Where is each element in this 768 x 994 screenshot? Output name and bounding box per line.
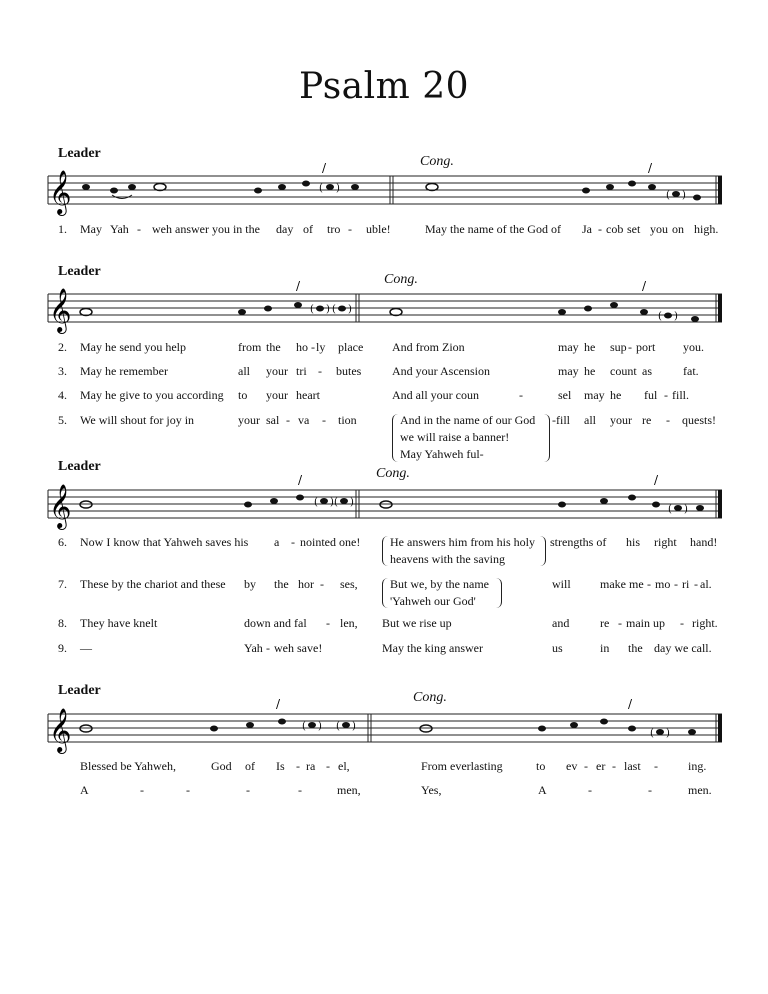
- treble-clef-icon: 𝄞: [49, 170, 72, 214]
- lyric-syllable: a: [274, 535, 280, 549]
- svg-text:(: (: [668, 504, 672, 515]
- lyric-syllable: God: [211, 759, 232, 773]
- lyric-syllable: you: [650, 222, 668, 236]
- lyric-syllable: -: [291, 535, 295, 549]
- lyric-syllable: -: [246, 783, 250, 797]
- staff-system-4: [0, 698, 768, 758]
- lyric-syllable: -: [298, 783, 302, 797]
- lyric-syllable: last: [624, 759, 641, 773]
- svg-text:): ): [336, 183, 340, 194]
- lyric-syllable: tro: [327, 222, 341, 236]
- lyric-syllable: -fill: [552, 413, 570, 427]
- lyric-syllable: -: [664, 388, 668, 402]
- bracket: [496, 578, 502, 608]
- lyric-syllable: -: [326, 759, 330, 773]
- lyric-syllable: A: [538, 783, 547, 797]
- svg-text:): ): [326, 304, 330, 315]
- lyric-syllable: -: [628, 340, 632, 354]
- svg-text:/: /: [298, 474, 303, 487]
- svg-text:/: /: [296, 279, 301, 293]
- lyric-syllable: -: [647, 577, 651, 591]
- svg-text:): ): [330, 497, 334, 508]
- svg-text:(: (: [302, 721, 306, 732]
- lyric-syllable: make me: [600, 577, 644, 591]
- lyric-syllable: fill.: [672, 388, 689, 402]
- lyric-syllable: And all your coun: [392, 388, 479, 402]
- lyric-syllable: set: [627, 222, 641, 236]
- lyric-syllable: May the name of the God of: [425, 222, 561, 236]
- lyric-syllable: mo: [655, 577, 671, 591]
- lyric-syllable: May Yahweh ful-: [400, 447, 484, 461]
- lyric-syllable: -: [666, 413, 670, 427]
- lyric-syllable: weh answer you in the: [152, 222, 260, 236]
- lyric-syllable: may: [584, 388, 605, 402]
- svg-text:): ): [682, 190, 686, 201]
- svg-text:/: /: [648, 161, 653, 175]
- lyric-syllable: He answers him from his holy: [390, 535, 535, 549]
- lyric-syllable: -: [137, 222, 141, 236]
- lyric-syllable: Yes,: [421, 783, 442, 797]
- lyric-syllable: heavens with the saving: [390, 552, 505, 566]
- lyric-syllable: 7.: [58, 577, 67, 591]
- lyric-syllable: nointed one!: [300, 535, 361, 549]
- lyric-syllable: your: [266, 388, 288, 402]
- lyric-syllable: right.: [692, 616, 718, 630]
- staff-system-3: [0, 474, 768, 534]
- lyric-syllable: Is: [276, 759, 285, 773]
- lyric-syllable: weh save!: [274, 641, 323, 655]
- lyric-syllable: ses,: [340, 577, 358, 591]
- svg-text:(: (: [319, 183, 323, 194]
- lyric-syllable: right: [654, 535, 677, 549]
- lyric-syllable: strengths of: [550, 535, 607, 549]
- svg-text:): ): [666, 728, 670, 739]
- svg-text:(: (: [314, 497, 318, 508]
- lyric-syllable: fat.: [683, 364, 699, 378]
- lyric-syllable: main up: [626, 616, 665, 630]
- svg-text:(: (: [332, 304, 336, 315]
- lyric-syllable: count: [610, 364, 637, 378]
- lyric-syllable: 1.: [58, 222, 67, 236]
- lyric-syllable: Yah: [244, 641, 263, 655]
- lyric-syllable: we will raise a banner!: [400, 430, 510, 444]
- lyric-syllable: you.: [683, 340, 704, 354]
- bracket: [540, 536, 546, 566]
- staff-system-1: [0, 160, 768, 220]
- lyric-syllable: Now I know that Yahweh saves his: [80, 535, 249, 549]
- svg-text:(: (: [666, 190, 670, 201]
- lyric-syllable: sal: [266, 413, 280, 427]
- lyric-syllable: From everlasting: [421, 759, 503, 773]
- lyric-syllable: ri: [682, 577, 690, 591]
- lyric-syllable: on: [672, 222, 684, 236]
- lyric-syllable: And in the name of our God: [400, 413, 536, 427]
- lyric-syllable: -: [648, 783, 652, 797]
- lyric-syllable: in: [600, 641, 610, 655]
- lyric-syllable: We will shout for joy in: [80, 413, 195, 427]
- lyric-syllable: el,: [338, 759, 350, 773]
- svg-text:): ): [348, 304, 352, 315]
- lyric-syllable: men,: [337, 783, 361, 797]
- lyric-syllable: as: [642, 364, 652, 378]
- lyric-syllable: may: [558, 340, 579, 354]
- lyric-syllable: from: [238, 340, 262, 354]
- lyric-syllable: re: [642, 413, 652, 427]
- leader-label: Leader: [58, 683, 101, 698]
- svg-text:): ): [350, 497, 354, 508]
- lyric-syllable: -: [694, 577, 698, 591]
- treble-clef-icon: 𝄞: [49, 288, 72, 332]
- lyric-syllable: butes: [336, 364, 362, 378]
- lyric-syllable: May he remember: [80, 364, 168, 378]
- lyric-syllable: heart: [296, 388, 320, 402]
- lyric-syllable: 8.: [58, 616, 67, 630]
- lyric-syllable: -: [311, 340, 315, 354]
- cong-label: Cong.: [376, 466, 410, 481]
- lyric-syllable: —: [80, 641, 92, 655]
- lyric-syllable: the: [274, 577, 289, 591]
- lyric-syllable: cob: [606, 222, 624, 236]
- svg-text:/: /: [642, 279, 647, 293]
- lyric-syllable: They have knelt: [80, 616, 158, 630]
- lyric-syllable: day: [276, 222, 294, 236]
- lyric-syllable: tri: [296, 364, 307, 378]
- bracket: [392, 414, 398, 462]
- lyric-syllable: -: [680, 616, 684, 630]
- cong-label: Cong.: [420, 154, 454, 169]
- lyric-syllable: ing.: [688, 759, 707, 773]
- svg-text:/: /: [628, 698, 633, 711]
- svg-text:): ): [684, 504, 688, 515]
- lyric-syllable: uble!: [366, 222, 391, 236]
- lyric-syllable: -: [140, 783, 144, 797]
- lyric-syllable: ful: [644, 388, 658, 402]
- lyric-syllable: -: [598, 222, 602, 236]
- svg-text:): ): [674, 311, 678, 322]
- lyric-syllable: -: [654, 759, 658, 773]
- lyric-syllable: Blessed be Yahweh,: [80, 759, 176, 773]
- svg-text:): ): [352, 721, 356, 732]
- treble-clef-icon: 𝄞: [49, 708, 72, 752]
- lyric-syllable: -: [674, 577, 678, 591]
- lyric-syllable: by: [244, 577, 256, 591]
- bracket: [544, 414, 550, 462]
- lyric-syllable: sel: [558, 388, 572, 402]
- lyric-syllable: will: [552, 577, 571, 591]
- lyric-syllable: the: [628, 641, 643, 655]
- lyric-syllable: -: [618, 616, 622, 630]
- bracket: [382, 578, 388, 608]
- lyric-syllable: -: [322, 413, 326, 427]
- lyric-syllable: 'Yahweh our God': [390, 594, 476, 608]
- lyric-syllable: -: [612, 759, 616, 773]
- lyric-syllable: to: [536, 759, 546, 773]
- lyric-syllable: Yah: [110, 222, 129, 236]
- staff-system-2: [0, 278, 768, 338]
- lyric-syllable: may: [558, 364, 579, 378]
- lyric-syllable: 5.: [58, 413, 67, 427]
- lyric-syllable: Ja: [582, 222, 592, 236]
- lyric-syllable: us: [552, 641, 563, 655]
- svg-text:(: (: [310, 304, 314, 315]
- lyric-syllable: -: [326, 616, 330, 630]
- lyric-syllable: ho: [296, 340, 308, 354]
- lyric-syllable: to: [238, 388, 248, 402]
- lyric-syllable: -: [266, 641, 270, 655]
- lyric-syllable: hand!: [690, 535, 718, 549]
- lyric-syllable: place: [338, 340, 364, 354]
- lyric-syllable: -: [296, 759, 300, 773]
- leader-label: Leader: [58, 146, 101, 161]
- lyric-syllable: your: [266, 364, 288, 378]
- page-title: Psalm 20: [298, 66, 470, 107]
- leader-label: Leader: [58, 459, 101, 474]
- lyric-syllable: al.: [700, 577, 712, 591]
- lyric-syllable: -: [186, 783, 190, 797]
- lyric-syllable: ra: [306, 759, 316, 773]
- lyric-syllable: hor: [298, 577, 314, 591]
- lyric-syllable: of: [245, 759, 255, 773]
- lyric-syllable: re: [600, 616, 610, 630]
- lyric-syllable: 9.: [58, 641, 67, 655]
- lyric-syllable: May the king answer: [382, 641, 483, 655]
- lyric-syllable: 4.: [58, 388, 67, 402]
- treble-clef-icon: 𝄞: [49, 484, 72, 528]
- leader-label: Leader: [58, 264, 101, 279]
- svg-text:(: (: [336, 721, 340, 732]
- lyric-syllable: day we call.: [654, 641, 712, 655]
- lyric-syllable: 3.: [58, 364, 67, 378]
- lyric-syllable: -: [286, 413, 290, 427]
- lyric-syllable: tion: [338, 413, 357, 427]
- lyric-syllable: er: [596, 759, 606, 773]
- lyric-syllable: ev: [566, 759, 578, 773]
- lyric-syllable: high.: [694, 222, 719, 236]
- cong-label: Cong.: [413, 690, 447, 705]
- cong-label: Cong.: [384, 272, 418, 287]
- lyric-syllable: But we rise up: [382, 616, 452, 630]
- lyric-syllable: These by the chariot and these: [80, 577, 226, 591]
- lyric-syllable: sup: [610, 340, 627, 354]
- svg-text:/: /: [322, 161, 327, 175]
- lyric-syllable: your: [238, 413, 260, 427]
- lyric-syllable: quests!: [682, 413, 716, 427]
- lyric-syllable: May he give to you according: [80, 388, 224, 402]
- lyric-syllable: all: [584, 413, 596, 427]
- lyric-syllable: men.: [688, 783, 712, 797]
- lyric-syllable: -: [348, 222, 352, 236]
- svg-text:/: /: [654, 474, 659, 487]
- lyric-syllable: But we, by the name: [390, 577, 489, 591]
- lyric-syllable: 6.: [58, 535, 67, 549]
- svg-text:): ): [318, 721, 322, 732]
- lyric-syllable: A: [80, 783, 89, 797]
- lyric-syllable: of: [303, 222, 313, 236]
- svg-text:(: (: [658, 311, 662, 322]
- lyric-syllable: -: [588, 783, 592, 797]
- lyric-syllable: May he send you help: [80, 340, 186, 354]
- lyric-syllable: -: [320, 577, 324, 591]
- lyric-syllable: va: [298, 413, 310, 427]
- lyric-syllable: he: [610, 388, 622, 402]
- lyric-syllable: his: [626, 535, 641, 549]
- lyric-syllable: he: [584, 340, 596, 354]
- lyric-syllable: the: [266, 340, 281, 354]
- bracket: [382, 536, 388, 566]
- svg-text:(: (: [650, 728, 654, 739]
- lyric-syllable: And from Zion: [392, 340, 465, 354]
- lyric-syllable: all: [238, 364, 250, 378]
- lyric-syllable: 2.: [58, 340, 67, 354]
- lyric-syllable: And your Ascension: [392, 364, 490, 378]
- lyric-syllable: your: [610, 413, 632, 427]
- lyric-syllable: len,: [340, 616, 358, 630]
- lyric-syllable: -: [519, 388, 523, 402]
- lyric-syllable: and: [552, 616, 570, 630]
- lyric-syllable: port: [636, 340, 656, 354]
- lyric-syllable: -: [318, 364, 322, 378]
- lyric-syllable: he: [584, 364, 596, 378]
- lyric-syllable: May: [80, 222, 102, 236]
- lyric-syllable: down and fal: [244, 616, 307, 630]
- lyric-syllable: -: [584, 759, 588, 773]
- svg-text:(: (: [334, 497, 338, 508]
- lyric-syllable: ly: [316, 340, 326, 354]
- svg-text:/: /: [276, 698, 281, 711]
